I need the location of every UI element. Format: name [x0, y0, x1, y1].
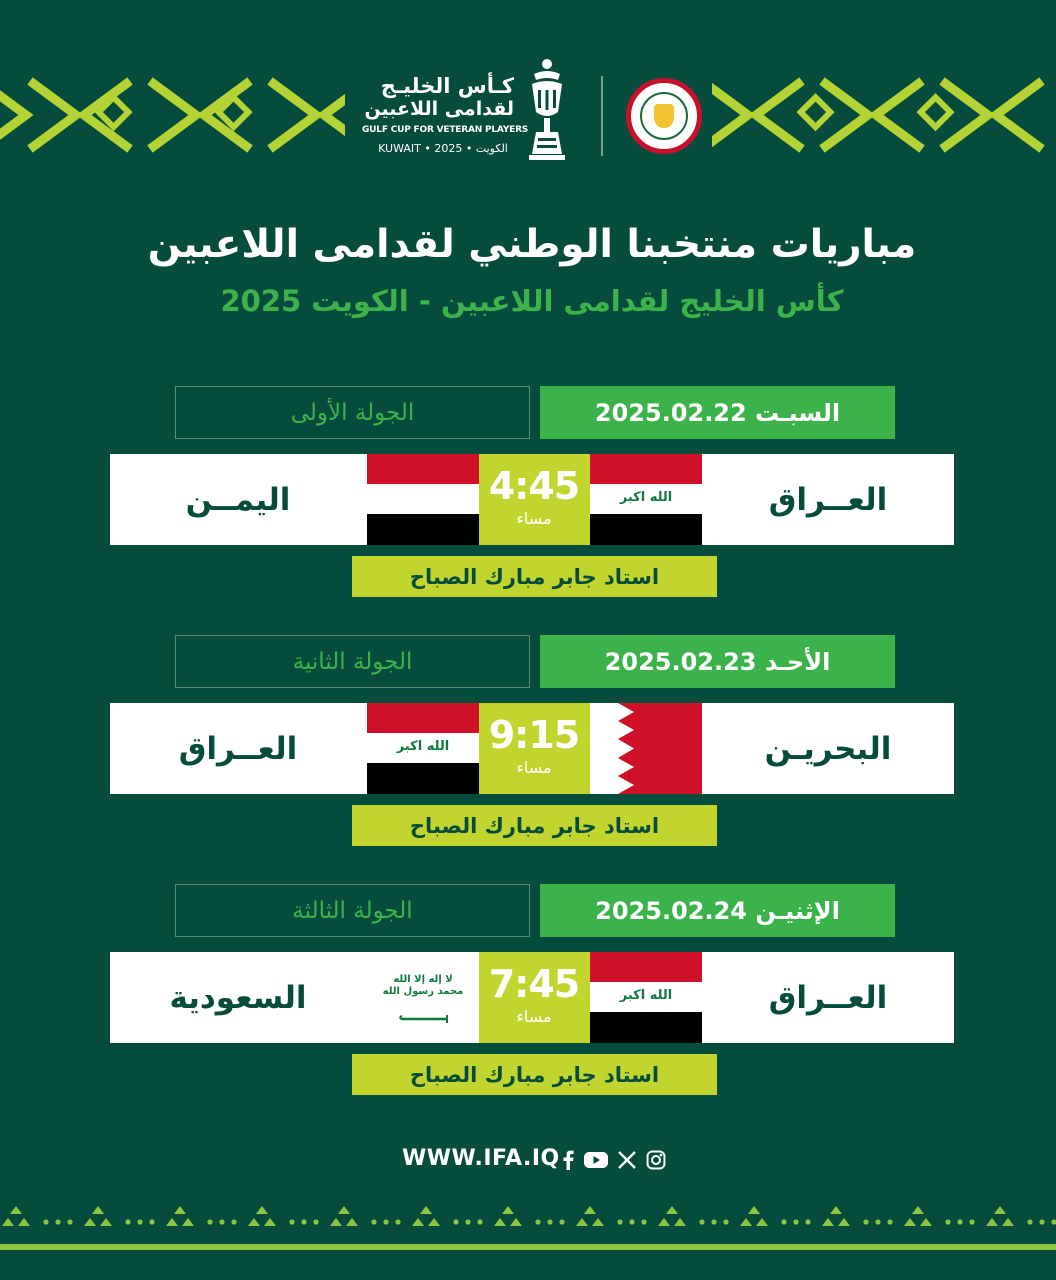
- iraq-flag-icon: الله اكبر: [590, 454, 702, 545]
- venue-label: استاد جابر مبارك الصباح: [352, 805, 717, 846]
- emblem-shield-icon: [654, 104, 674, 128]
- kickoff-period: مساء: [516, 1007, 552, 1026]
- kickoff-period: مساء: [516, 509, 552, 528]
- match-date: السبـت 2025.02.22: [540, 386, 895, 439]
- away-team-name: اليمــن: [185, 481, 291, 518]
- x-icon[interactable]: [618, 1151, 636, 1169]
- federation-emblem-logo: [626, 78, 702, 154]
- match-date: الأحـد 2025.02.23: [540, 635, 895, 688]
- home-team-name: البحريـن: [764, 730, 892, 767]
- website-link[interactable]: WWW.IFA.IQ: [402, 1146, 560, 1171]
- youtube-icon[interactable]: [584, 1151, 608, 1169]
- home-team-name: العــراق: [768, 481, 888, 518]
- emblem-inner-ring: [640, 92, 688, 140]
- iraq-flag-icon: الله اكبر: [367, 703, 479, 794]
- right-x-pattern: [712, 76, 1056, 154]
- bottom-decorative-line: [0, 1244, 1056, 1250]
- venue-label: استاد جابر مبارك الصباح: [352, 556, 717, 597]
- cup-name-arabic-line1: كـأس الخليـج: [380, 74, 514, 98]
- venue-label: استاد جابر مبارك الصباح: [352, 1054, 717, 1095]
- match-round: الجولة الثانية: [175, 635, 530, 688]
- social-icons: [562, 1150, 666, 1170]
- facebook-icon[interactable]: [562, 1150, 574, 1170]
- match-row: [110, 703, 954, 794]
- match-date: الإثنيـن 2025.02.24: [540, 884, 895, 937]
- kickoff-time-box: [478, 454, 590, 545]
- kickoff-time-box: [478, 703, 590, 794]
- match-round: الجولة الثالثة: [175, 884, 530, 937]
- match-card: [0, 635, 1056, 855]
- away-team-name: السعودية: [169, 979, 307, 1016]
- instagram-icon[interactable]: [646, 1150, 666, 1170]
- cup-name-english: GULF CUP FOR VETERAN PLAYERS: [362, 125, 529, 135]
- match-round: الجولة الأولى: [175, 386, 530, 439]
- match-card: [0, 884, 1056, 1104]
- cup-location: KUWAIT • 2025 • الكويت: [378, 142, 508, 155]
- header-divider: [601, 76, 603, 156]
- kickoff-time: 9:15: [488, 713, 580, 757]
- yemen-flag-icon: [367, 454, 479, 545]
- match-row: [110, 952, 954, 1043]
- away-team-name: العــراق: [178, 730, 298, 767]
- page-subtitle: كأس الخليج لقدامى اللاعبين - الكويت 2025: [220, 284, 844, 318]
- bottom-decorative-pattern: [0, 1200, 1056, 1236]
- left-x-pattern: [0, 76, 345, 154]
- iraq-flag-icon: الله اكبر: [590, 952, 702, 1043]
- kickoff-time: 4:45: [488, 464, 580, 508]
- kickoff-time: 7:45: [488, 962, 580, 1006]
- bahrain-flag-icon: [590, 703, 702, 794]
- page-title: مباريات منتخبنا الوطني لقدامى اللاعبين: [147, 222, 917, 267]
- cup-name-arabic-line2: لقدامى اللاعبين: [364, 98, 514, 120]
- kickoff-period: مساء: [516, 758, 552, 777]
- home-team-name: العــراق: [768, 979, 888, 1016]
- match-row: [110, 454, 954, 545]
- saudi-flag-icon: لا إله إلا الله محمد رسول الله: [367, 952, 479, 1043]
- kickoff-time-box: [478, 952, 590, 1043]
- trophy-icon: [524, 58, 570, 162]
- match-card: [0, 386, 1056, 606]
